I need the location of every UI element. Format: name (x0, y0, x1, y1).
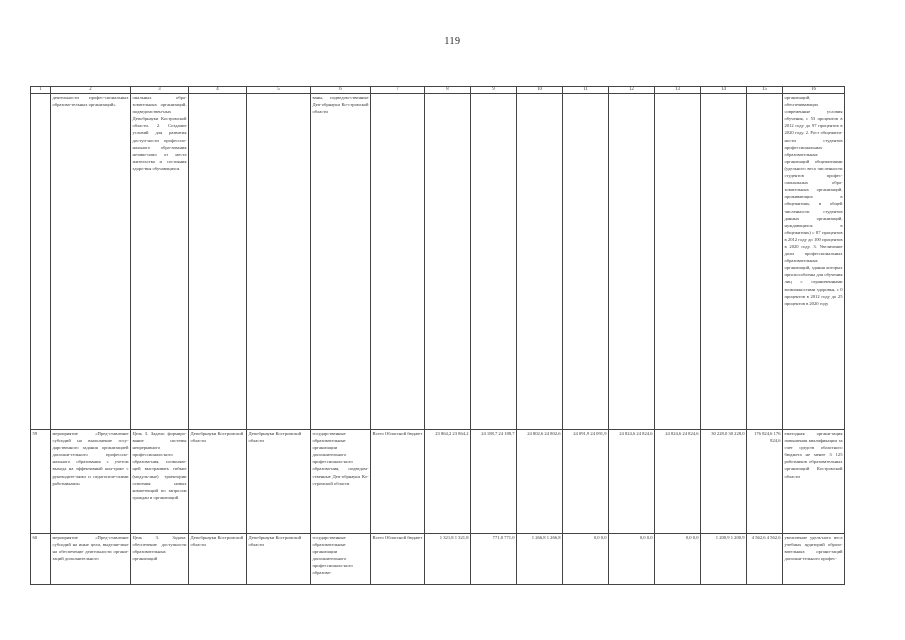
expected-result: увеличение удель-ного веса учебных аудиторий образо-вательных органи-заций дополни-тельного профес- (783, 534, 845, 585)
amount-cell: 24 802,6 24 802,6 (517, 430, 563, 534)
event-name: мероприятие «Пред-ставление субсидий на иные цели, выделяе-мые на обеспечение деятельности органи-заций дополнительного (51, 534, 131, 585)
goal-task: ональных обра-зовательных организаций, подведомствен-ных Депобрнауки Костромской области. 2. Создание условий для развития доступ-ности профессио-нального обра-зования незави-симо от места жительства и состояния здоро-вья обучающихся (131, 94, 189, 430)
column-number: 1 (31, 87, 51, 94)
amount-cell (563, 94, 609, 430)
participants: государственные образовательные организации дополнительного профессиональ-ного образова- (311, 534, 371, 585)
executor: Депобрнауки Костромской области (189, 430, 247, 534)
amount-cell: 24 091,9 24 091,9 (563, 430, 609, 534)
column-number: 10 (517, 87, 563, 94)
amount-cell: 0,0 0,0 (655, 534, 701, 585)
column-number: 16 (783, 87, 845, 94)
amount-cell: 771,0 771,0 (471, 534, 517, 585)
column-number-row (31, 87, 845, 94)
column-number: 3 (131, 87, 189, 94)
column-number: 14 (701, 87, 747, 94)
column-number: 5 (247, 87, 311, 94)
column-number: 2 (51, 87, 131, 94)
amount-cell: 24 824,6 24 824,6 (655, 430, 701, 534)
funding-source: Всего Областной бюджет (371, 534, 425, 585)
column-number: 11 (563, 87, 609, 94)
amount-cell (655, 94, 701, 430)
goal-task: Цель 3. Задача: формиро-вание системы непрерывного профессиональ-ного образова-ния, позволяю-щей выстраивать гибкие (модуль-ные) траектории освоения новых компетенций по запросам граждан и организаций (131, 430, 189, 534)
total-cell: 176 824,6 176 824,6 (747, 430, 783, 534)
amount-cell (425, 94, 471, 430)
coordinator: Депобрнауки Костромской области (247, 534, 311, 585)
participants: государственные образовательные организации дополнительного профессиональ-ного образова-ния, подведом-ственные Деп-обрнауки Ко-стромской области (311, 430, 371, 534)
expected-result: организаций, обеспечивающих современные условия обучения, с 53 процентов в 2012 году до 97 процентов в 2020 году. 2. Рост общежити-ности студентов профессиональных образовательных организаций общежитиями (удельного веса численности студентов профес-сиональных обра-зовательных организаций, проживающих в общежитиях, в общей численности студентов данных организаций, нуждающихся в общежитиях) с 87 процентов в 2012 году до 100 процентов в 2020 году. 3. Увеличение доли профессиональных образовательных организаций, здания которых приспособлены для обучения лиц с ограниченными возможностями здоровья, с 0 процентов в 2012 году до 25 процентов в 2020 году (783, 94, 845, 430)
row-number: 60 (31, 534, 51, 585)
column-number: 13 (655, 87, 701, 94)
funding-source: Всего Областной бюджет (371, 430, 425, 534)
column-number: 4 (189, 87, 247, 94)
amount-cell: 1 266,8 1 266,8 (517, 534, 563, 585)
funding-source (371, 94, 425, 430)
amount-cell: 0,0 0,0 (563, 534, 609, 585)
amount-cell: 0,0 0,0 (609, 534, 655, 585)
amount-cell: 1 321,8 1 321,8 (425, 534, 471, 585)
row-number: 59 (31, 430, 51, 534)
amount-cell: 23 864,2 23 864,2 (425, 430, 471, 534)
executor (189, 94, 247, 430)
amount-cell (701, 94, 747, 430)
coordinator (247, 94, 311, 430)
event-name: мероприятие «Пред-ставление субсидий на выполнение госу-дарственного задания организацией дополни-тельного профессио-нального образования с учетом выхода на эффективный кон-тракт с руководите-лями и педагогиче-скими работниками» (51, 430, 131, 534)
amount-cell (609, 94, 655, 430)
expected-result: ежегодная органи-зация повышения квалификации за счет средств областного бюджета не менее 3 125 работников образовательных организаций Костромской области (783, 430, 845, 534)
column-number: 15 (747, 87, 783, 94)
total-cell (747, 94, 783, 430)
column-number: 6 (311, 87, 371, 94)
amount-cell: 30 228,0 30 228,0 (701, 430, 747, 534)
executor: Депобрнауки Костромской области (189, 534, 247, 585)
program-table (30, 86, 845, 585)
amount-cell: 24 824,6 24 824,6 (609, 430, 655, 534)
table-row (31, 94, 845, 430)
amount-cell: 1 200,9 1 200,9 (701, 534, 747, 585)
coordinator: Депобрнауки Костромской области (247, 430, 311, 534)
amount-cell (517, 94, 563, 430)
column-number: 8 (425, 87, 471, 94)
column-number: 9 (471, 87, 517, 94)
amount-cell (471, 94, 517, 430)
table-row (31, 534, 845, 585)
goal-task: Цель 3. Задача: обеспечение доступности образовательных организаций (131, 534, 189, 585)
table-row (31, 430, 845, 534)
column-number: 12 (609, 87, 655, 94)
event-name: деятельности профес-сиональных образова-тельных организаций» (51, 94, 131, 430)
amount-cell: 24 188,7 24 188,7 (471, 430, 517, 534)
participants: ваны, подведом-ственные Деп-обрнауки Ко-стромской области (311, 94, 371, 430)
column-number: 7 (371, 87, 425, 94)
page-number: 119 (444, 36, 461, 47)
total-cell: 4 562,6 4 562,6 (747, 534, 783, 585)
row-number (31, 94, 51, 430)
